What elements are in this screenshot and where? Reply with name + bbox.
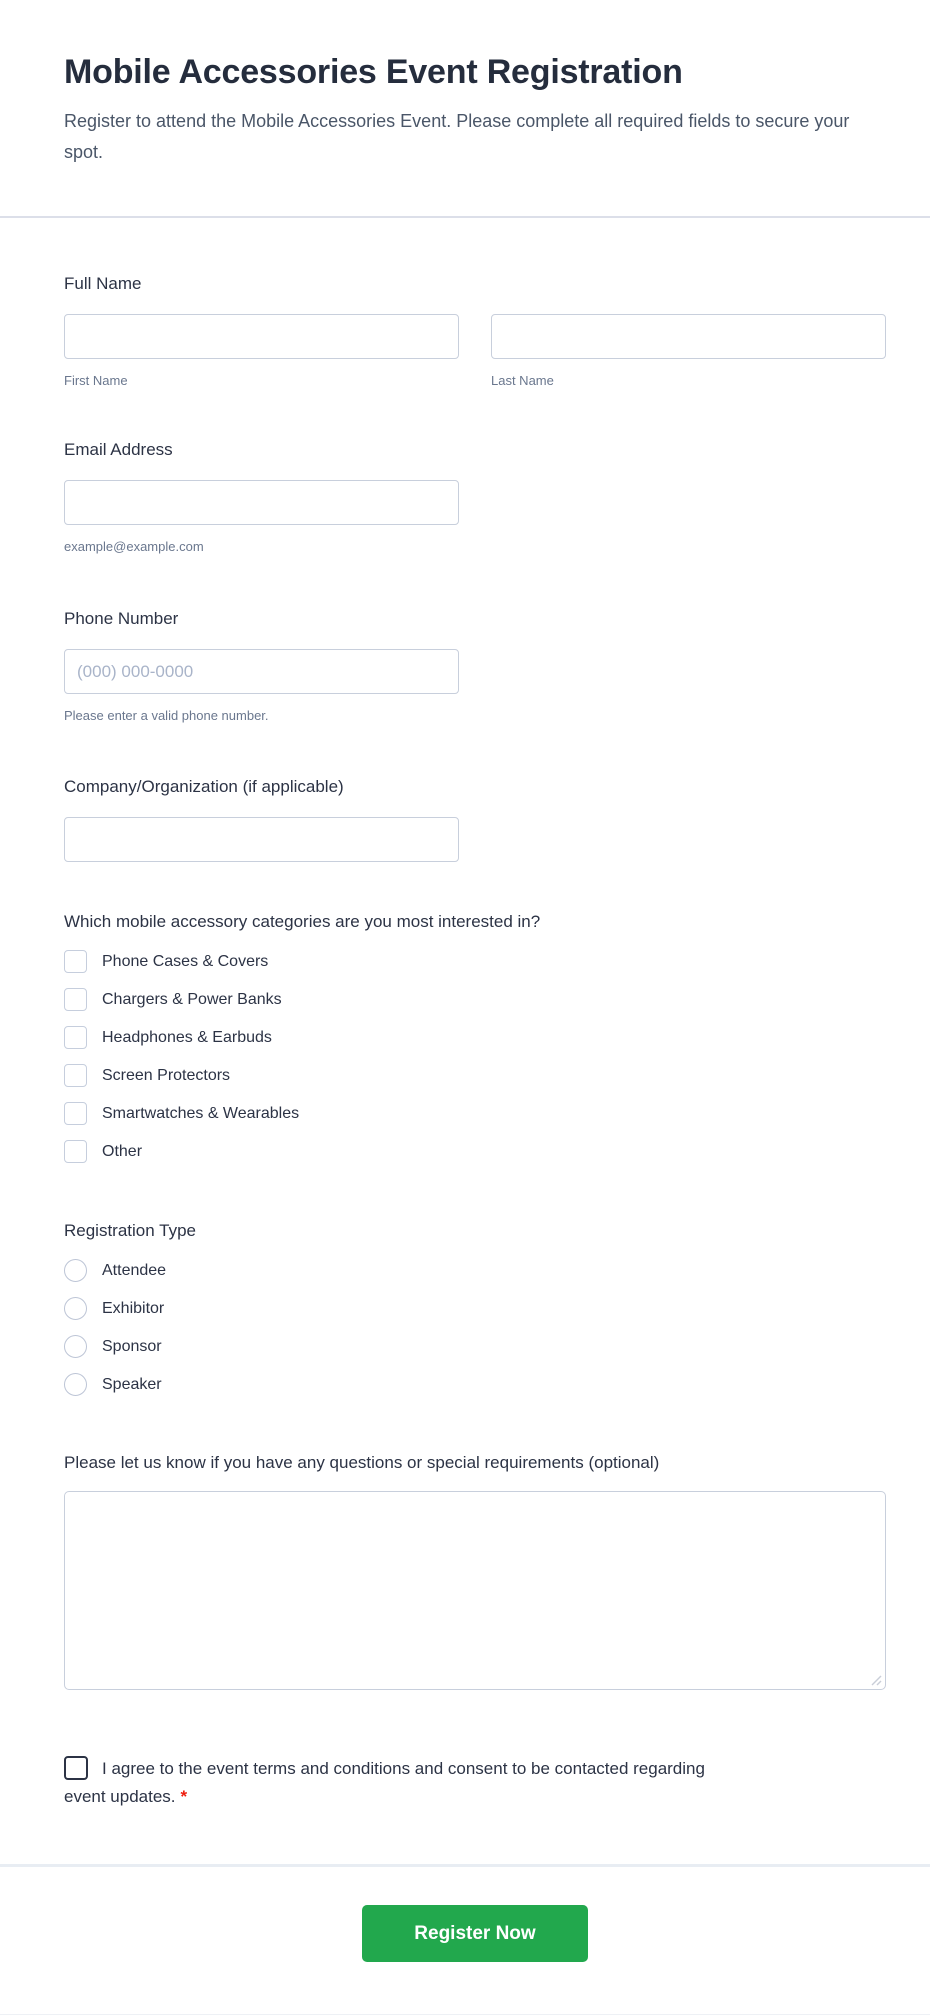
company-label: Company/Organization (if applicable) [64, 777, 344, 796]
form-header [0, 0, 930, 218]
form-body [0, 218, 930, 1811]
full-name-label: Full Name [64, 274, 142, 293]
radio-option-label: Speaker [102, 1376, 162, 1393]
phone-label: Phone Number [64, 609, 179, 628]
form-footer [0, 1867, 930, 2014]
radio-option-speaker[interactable] [64, 1373, 886, 1396]
field-full-name [64, 272, 886, 390]
checkbox-option-chargers[interactable] [64, 988, 886, 1011]
field-email [64, 438, 886, 556]
agreement-checkbox[interactable] [64, 1756, 88, 1780]
last-name-sublabel: Last Name [491, 373, 554, 388]
email-input[interactable] [64, 480, 459, 525]
categories-options [64, 950, 886, 1163]
phone-sublabel: Please enter a valid phone number. [64, 708, 269, 723]
page-title: Mobile Accessories Event Registration [64, 53, 683, 91]
first-name-input[interactable] [64, 314, 459, 359]
field-phone [64, 607, 886, 725]
field-agreement [64, 1755, 886, 1811]
phone-input[interactable] [64, 649, 459, 694]
register-now-button[interactable]: Register Now [362, 1905, 588, 1962]
field-company [64, 775, 886, 862]
checkbox-option-screen-protectors[interactable] [64, 1064, 886, 1087]
radio-icon[interactable] [64, 1297, 87, 1320]
questions-textarea[interactable] [64, 1491, 886, 1690]
page-subtitle: Register to attend the Mobile Accessories Event. Please complete all required fields to secure your spot. [64, 111, 850, 162]
radio-icon[interactable] [64, 1373, 87, 1396]
email-sublabel: example@example.com [64, 539, 204, 554]
last-name-input[interactable] [491, 314, 886, 359]
registration-type-options [64, 1259, 886, 1396]
first-name-col [64, 314, 459, 390]
checkbox-option-label: Headphones & Earbuds [102, 1029, 272, 1046]
field-registration-type [64, 1219, 886, 1396]
radio-option-label: Attendee [102, 1262, 167, 1279]
categories-label: Which mobile accessory categories are you most interested in? [64, 912, 541, 931]
checkbox-icon[interactable] [64, 1064, 87, 1087]
checkbox-icon[interactable] [64, 1102, 87, 1125]
checkbox-option-label: Chargers & Power Banks [102, 991, 282, 1008]
questions-label: Please let us know if you have any questions or special requirements (optional) [64, 1453, 660, 1472]
full-name-row [64, 314, 886, 390]
radio-option-label: Exhibitor [102, 1300, 165, 1317]
checkbox-option-headphones[interactable] [64, 1026, 886, 1049]
checkbox-option-phone-cases[interactable] [64, 950, 886, 973]
radio-option-sponsor[interactable] [64, 1335, 886, 1358]
radio-option-exhibitor[interactable] [64, 1297, 886, 1320]
questions-textarea-wrap [64, 1491, 886, 1690]
required-asterisk: * [180, 1787, 188, 1806]
checkbox-option-other[interactable] [64, 1140, 886, 1163]
first-name-sublabel: First Name [64, 373, 128, 388]
checkbox-icon[interactable] [64, 1140, 87, 1163]
checkbox-icon[interactable] [64, 950, 87, 973]
checkbox-option-smartwatches[interactable] [64, 1102, 886, 1125]
email-label: Email Address [64, 440, 173, 459]
registration-type-label: Registration Type [64, 1221, 196, 1240]
field-questions [64, 1451, 886, 1690]
radio-option-attendee[interactable] [64, 1259, 886, 1282]
radio-icon[interactable] [64, 1335, 87, 1358]
checkbox-option-label: Screen Protectors [102, 1067, 231, 1084]
last-name-col [491, 314, 886, 390]
radio-icon[interactable] [64, 1259, 87, 1282]
agreement-text: I agree to the event terms and conditions and consent to be contacted regarding event updates. [64, 1759, 705, 1806]
checkbox-option-label: Smartwatches & Wearables [102, 1105, 300, 1122]
field-categories [64, 910, 886, 1163]
checkbox-option-label: Other [102, 1143, 143, 1160]
checkbox-icon[interactable] [64, 988, 87, 1011]
radio-option-label: Sponsor [102, 1338, 162, 1355]
agreement-row [64, 1755, 724, 1811]
checkbox-icon[interactable] [64, 1026, 87, 1049]
checkbox-option-label: Phone Cases & Covers [102, 953, 269, 970]
company-input[interactable] [64, 817, 459, 862]
